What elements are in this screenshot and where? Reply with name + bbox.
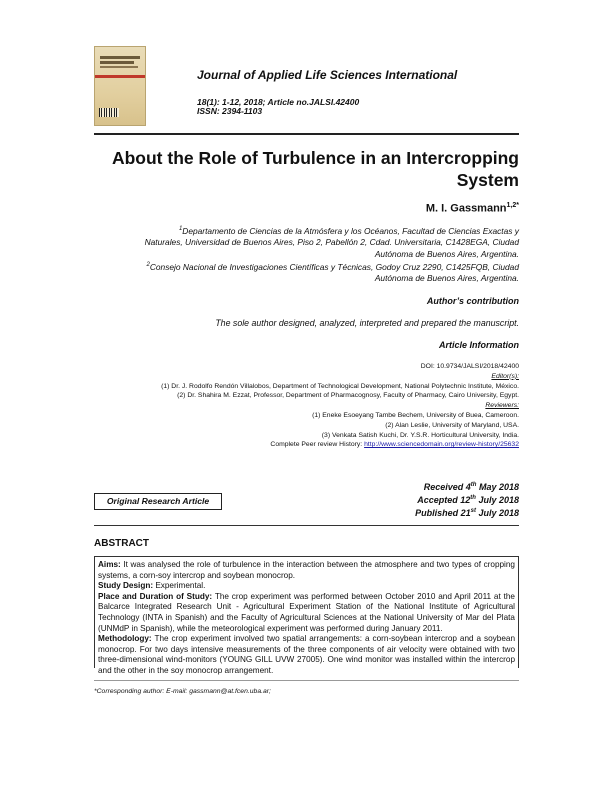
received-month-year: May 2018 bbox=[476, 482, 519, 492]
methodology-label: Methodology: bbox=[98, 634, 152, 644]
article-title-line: System bbox=[456, 170, 519, 190]
author-name-text: M. I. Gassmann bbox=[425, 202, 507, 215]
published-text: Published 21 bbox=[415, 508, 471, 518]
affiliation-line: Autónoma de Buenos Aires, Argentina. bbox=[374, 248, 519, 259]
place-label: Place and Duration of Study: bbox=[98, 591, 213, 601]
abstract-place bbox=[98, 592, 515, 634]
reviewer-entry: (2) Alan Leslie, University of Maryland, USA. bbox=[385, 421, 519, 429]
affiliation-line bbox=[79, 260, 519, 273]
affiliation-marker: 1 bbox=[178, 226, 183, 232]
article-info bbox=[79, 362, 519, 450]
abstract-design bbox=[98, 581, 515, 592]
editor-entry: (1) Dr. J. Rodolfo Rendón Villalobos, Department of Technological Development, National Polytechnic Institute, México. bbox=[161, 382, 519, 390]
peer-review-link[interactable]: http://www.sciencedomain.org/review-history/25632 bbox=[364, 441, 519, 449]
affiliation-line: Naturales, Universidad de Buenos Aires, Piso 2, Pabellón 2, Cdad. Universitaria, C1428EGA, Ciudad bbox=[144, 237, 519, 248]
received-date bbox=[415, 480, 519, 493]
header-divider bbox=[94, 133, 519, 135]
reviewers-label: Reviewers: bbox=[485, 402, 519, 410]
article-info-heading: Article Information bbox=[438, 340, 519, 350]
methodology-text: The crop experiment involved two spatial arrangements: a corn-soybean intercrop and a soybean monocrop. For two days intensive measurements of the three components of air velocity were obtained with two three-dimensional wind-monitors (YOUNG GILL UVW 27005). One wind monitor was installed within the intercrop and the other in the soy monocrop arrangement. bbox=[98, 634, 515, 675]
author-name bbox=[426, 202, 519, 215]
peer-review-history bbox=[79, 440, 519, 450]
cover-title-stripe bbox=[100, 56, 140, 59]
abstract-methodology bbox=[98, 634, 515, 676]
cover-red-band bbox=[95, 75, 145, 78]
footnote-divider bbox=[94, 680, 519, 681]
editors-label: Editor(s): bbox=[491, 372, 519, 380]
journal-cover-image bbox=[94, 46, 146, 126]
accepted-ordinal: th bbox=[470, 495, 476, 501]
author-affiliation-marker: 1,2* bbox=[506, 202, 519, 209]
accepted-text: Accepted 12 bbox=[417, 495, 471, 505]
reviewer-entry: (3) Venkata Satish Kuchi, Dr. Y.S.R. Horticultural University, India. bbox=[321, 431, 519, 439]
received-ordinal: th bbox=[470, 482, 477, 488]
design-text: Experimental. bbox=[153, 581, 206, 591]
aims-label: Aims: bbox=[98, 560, 121, 569]
journal-title: Journal of Applied Life Sciences International bbox=[197, 68, 458, 82]
article-dates bbox=[415, 480, 519, 519]
contribution-text: The sole author designed, analyzed, interpreted and prepared the manuscript. bbox=[215, 318, 519, 328]
affiliation-text: Departamento de Ciencias de la Atmósfera y los Océanos, Facultad de Ciencias Exactas y bbox=[182, 225, 519, 236]
contribution-heading: Author’s contribution bbox=[426, 296, 519, 306]
journal-issn: ISSN: 2394-1103 bbox=[197, 106, 263, 116]
accepted-date bbox=[415, 493, 519, 506]
received-text: Received 4 bbox=[423, 482, 471, 492]
corresponding-author-footnote: *Corresponding author: E-mail: gassmann@at.fcen.uba.ar; bbox=[94, 688, 271, 695]
abstract-aims bbox=[98, 560, 515, 581]
cover-barcode bbox=[99, 108, 119, 117]
affiliation-text: Consejo Nacional de Investigaciones Científicas y Técnicas, Godoy Cruz 2290, C1425FQB, Ciudad bbox=[149, 261, 519, 272]
affiliations bbox=[79, 224, 519, 285]
design-label: Study Design: bbox=[98, 581, 154, 591]
published-date bbox=[415, 506, 519, 519]
aims-text: It was analysed the role of turbulence in the interaction between the atmosphere and two types of cropping systems, a corn-soy intercrop and soybean monocrop. bbox=[98, 560, 515, 580]
cover-subtitle-stripe bbox=[100, 66, 138, 68]
published-month-year: July 2018 bbox=[475, 508, 519, 518]
abstract-heading: ABSTRACT bbox=[94, 538, 149, 549]
editor-entry: (2) Dr. Shahira M. Ezzat, Professor, Department of Pharmacognosy, Faculty of Pharmacy, Cairo University, Egypt. bbox=[177, 392, 519, 400]
place-text: The crop experiment was performed between October 2010 and April 2011 at the Balcarce Integrated Research Unit - Agricultural Experiment Station of the National Institute of Agricultural Technology (INTA in Spanish) and the Faculty of Agricultural Sciences at the National University of Mar del Plata (UNMdP in Spanish), while the meteorological experiment was performed during January 2011. bbox=[98, 591, 515, 633]
abstract-box bbox=[94, 556, 519, 675]
journal-volume: 18(1): 1-12, 2018; Article no.JALSI.42400 bbox=[197, 97, 360, 107]
abstract-divider bbox=[94, 525, 519, 526]
article-type-badge: Original Research Article bbox=[94, 493, 222, 510]
affiliation-line bbox=[79, 224, 519, 237]
cover-title-stripe bbox=[100, 61, 134, 64]
accepted-month-year: July 2018 bbox=[475, 495, 519, 505]
article-title bbox=[79, 147, 519, 191]
peer-review-label: Complete Peer review History: bbox=[270, 441, 365, 449]
reviewer-entry: (1) Eneke Esoeyang Tambe Bechem, University of Buea, Cameroon. bbox=[312, 411, 519, 419]
affiliation-marker: 2 bbox=[146, 262, 150, 269]
published-ordinal: st bbox=[470, 508, 476, 514]
article-title-line: About the Role of Turbulence in an Intercropping bbox=[111, 148, 519, 168]
doi: DOI: 10.9734/JALSI/2018/42400 bbox=[420, 363, 519, 370]
affiliation-line: Autónoma de Buenos Aires, Argentina. bbox=[374, 273, 519, 284]
